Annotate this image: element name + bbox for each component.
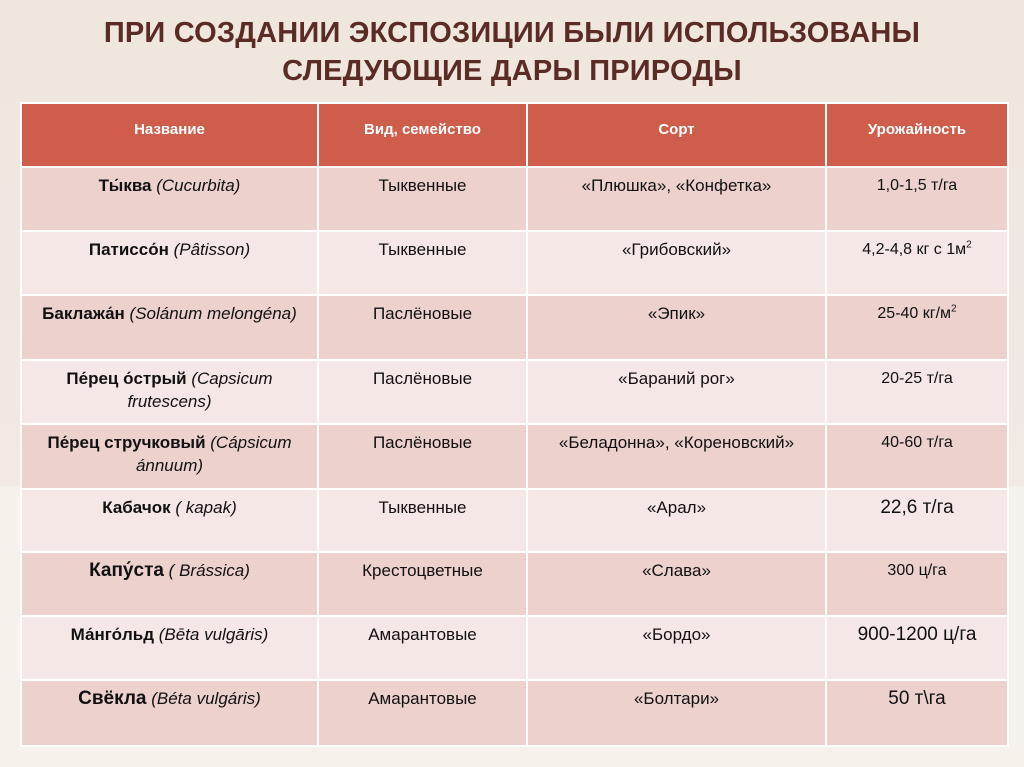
table-header-row — [21, 103, 1008, 167]
header-name: Название — [21, 103, 318, 167]
table-row — [21, 295, 1008, 360]
cell-family: Тыквенные — [318, 231, 527, 295]
cell-name: Пе́рец стручковый (Cápsicum ánnuum) — [21, 424, 318, 489]
cell-family: Тыквенные — [318, 489, 527, 552]
cell-name: Капу́ста ( Brássica) — [21, 552, 318, 616]
cell-name: Ты́ква (Cucurbita) — [21, 167, 318, 231]
header-yield: Урожайность — [826, 103, 1008, 167]
table-row — [21, 231, 1008, 295]
cell-sort: «Слава» — [527, 552, 826, 616]
cell-sort: «Эпик» — [527, 295, 826, 360]
cell-yield: 25-40 $кг/м^2$ — [826, 295, 1008, 360]
cell-family: Паслёновые — [318, 360, 527, 424]
title-line-1: ПРИ СОЗДАНИИ ЭКСПОЗИЦИИ БЫЛИ ИСПОЛЬЗОВАНЫ — [103, 17, 921, 49]
cell-yield: 40-60 т/га — [826, 424, 1008, 489]
cell-yield: 1,0-1,5 т/га — [826, 167, 1008, 231]
cell-yield: 300 ц/га — [826, 552, 1008, 616]
table-row — [21, 167, 1008, 231]
table-row — [21, 552, 1008, 616]
cell-name: Баклажа́н (Solánum melongéna) — [21, 295, 318, 360]
table-row — [21, 680, 1008, 746]
table-row — [21, 424, 1008, 489]
cell-yield: 50 т\га — [826, 680, 1008, 746]
cell-family: Паслёновые — [318, 424, 527, 489]
cell-yield: 20-25 т/га — [826, 360, 1008, 424]
cell-name: Кабачок ( kapak) — [21, 489, 318, 552]
cell-yield: 22,6 т/га — [826, 489, 1008, 552]
cell-name: Патиссо́н (Pâtisson) — [21, 231, 318, 295]
header-sort: Сорт — [527, 103, 826, 167]
cell-name: Пе́рец о́стрый (Capsicum frutescens) — [21, 360, 318, 424]
page-title — [0, 14, 1024, 90]
title-line-2: СЛЕДУЮЩИЕ ДАРЫ ПРИРОДЫ — [282, 55, 742, 87]
cell-name: Ма́нго́льд (Bēta vulgāris) — [21, 616, 318, 680]
cell-family: Амарантовые — [318, 680, 527, 746]
cell-name: Свёкла (Béta vulgáris) — [21, 680, 318, 746]
cell-family: Амарантовые — [318, 616, 527, 680]
table-row — [21, 360, 1008, 424]
cell-sort: «Болтари» — [527, 680, 826, 746]
cell-sort: «Бараний рог» — [527, 360, 826, 424]
table-row — [21, 489, 1008, 552]
cell-yield: 900-1200 ц/га — [826, 616, 1008, 680]
cell-family: Крестоцветные — [318, 552, 527, 616]
cell-yield: 4,2-4,8 кг с $1м^2$ — [826, 231, 1008, 295]
cell-sort: «Грибовский» — [527, 231, 826, 295]
cell-sort: «Плюшка», «Конфетка» — [527, 167, 826, 231]
header-family: Вид, семейство — [318, 103, 527, 167]
cell-family: Тыквенные — [318, 167, 527, 231]
cell-family: Паслёновые — [318, 295, 527, 360]
table-row — [21, 616, 1008, 680]
cell-sort: «Арал» — [527, 489, 826, 552]
produce-table — [20, 102, 1009, 747]
cell-sort: «Беладонна», «Кореновский» — [527, 424, 826, 489]
cell-sort: «Бордо» — [527, 616, 826, 680]
